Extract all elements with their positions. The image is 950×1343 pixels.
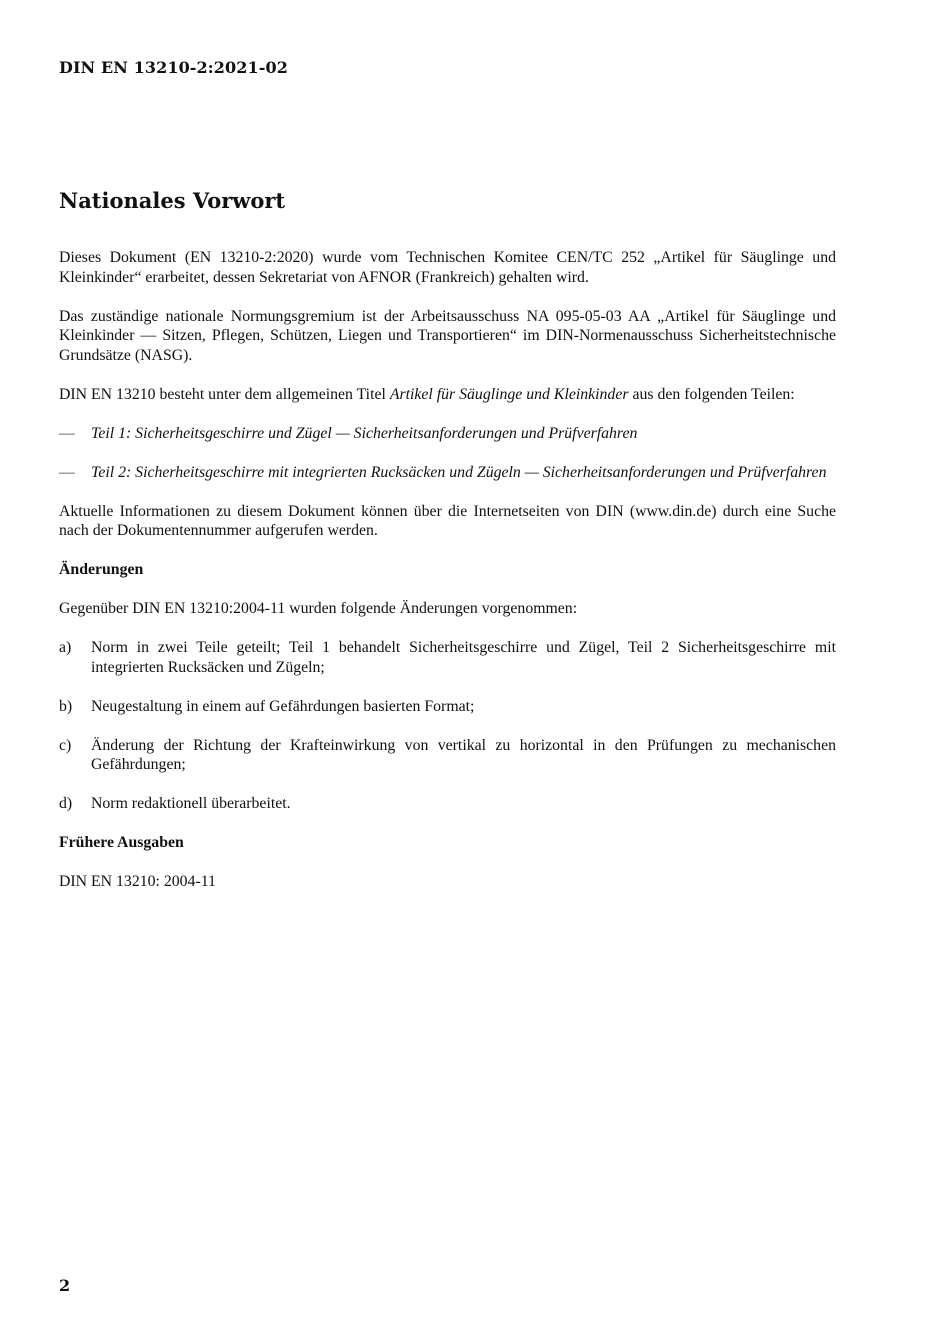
national-foreword-section [59,187,836,911]
previous-editions-text: DIN EN 13210: 2004-11 [59,873,216,890]
changes-heading: Änderungen [59,561,144,578]
part-1-text: Teil 1: Sicherheitsgeschirre und Zügel — Sicherheitsanforderungen und Prüfverfahren [91,424,638,442]
paragraph-parts-intro [59,385,836,405]
parts-intro-after: aus den folgenden Teilen: [628,385,795,403]
change-item-c [59,736,836,775]
change-item-d [59,794,836,814]
change-item-text: Änderung der Richtung der Krafteinwirkung von vertikal zu horizontal in den Prüfungen zu mechanischen Gefährdungen; [91,736,836,773]
list-item-part-1 [59,424,836,444]
dash-marker: — [59,463,75,481]
part-2-text: Teil 2: Sicherheitsgeschirre mit integrierten Rucksäcken und Zügeln — Sicherheitsanforderungen und Prüfverfahren [91,463,827,481]
page-title: Nationales Vorwort [59,188,286,213]
paragraph-info: Aktuelle Informationen zu diesem Dokument können über die Internetseiten von DIN (www.din.de) durch eine Suche nach der Dokumentennummer aufgerufen werden. [59,502,836,539]
document-id: DIN EN 13210-2:2021-02 [59,58,288,77]
list-marker: b) [59,697,73,715]
change-item-a [59,638,836,677]
parts-intro-before: DIN EN 13210 besteht unter dem allgemeinen Titel [59,385,390,403]
changes-intro: Gegenüber DIN EN 13210:2004-11 wurden folgende Änderungen vorgenommen: [59,600,578,617]
change-item-b [59,697,836,717]
change-item-text: Norm redaktionell überarbeitet. [91,795,291,812]
paragraph-national-body: Das zuständige nationale Normungsgremium ist der Arbeitsausschuss NA 095-05-03 AA „Artikel für Säuglinge und Kleinkinder — Sitzen, Pflegen, Schützen, Liegen und Transportieren“ im DIN-Normenausschuss Sicherheitstechnische Grundsätze (NASG). [59,307,836,364]
list-marker: a) [59,639,72,656]
paragraph-committee: Dieses Dokument (EN 13210-2:2020) wurde vom Technischen Komitee CEN/TC 252 „Artikel für Säuglinge und Kleinkinder“ erarbeitet, dessen Sekretariat von AFNOR (Frankreich) gehalten wird. [59,249,836,286]
change-item-text: Norm in zwei Teile geteilt; Teil 1 behandelt Sicherheitsgeschirre und Zügel, Teil 2 Sicherheitsgeschirre mit integrierten Rucksäcken und Zügeln; [91,639,836,676]
change-item-text: Neugestaltung in einem auf Gefährdungen basierten Format; [91,697,475,715]
list-marker: d) [59,795,73,812]
previous-editions-heading: Frühere Ausgaben [59,834,184,851]
parts-intro-title: Artikel für Säuglinge und Kleinkinder [389,385,629,403]
list-marker: c) [59,736,72,754]
page-number: 2 [59,1276,71,1295]
list-item-part-2 [59,463,836,483]
dash-marker: — [59,424,75,442]
